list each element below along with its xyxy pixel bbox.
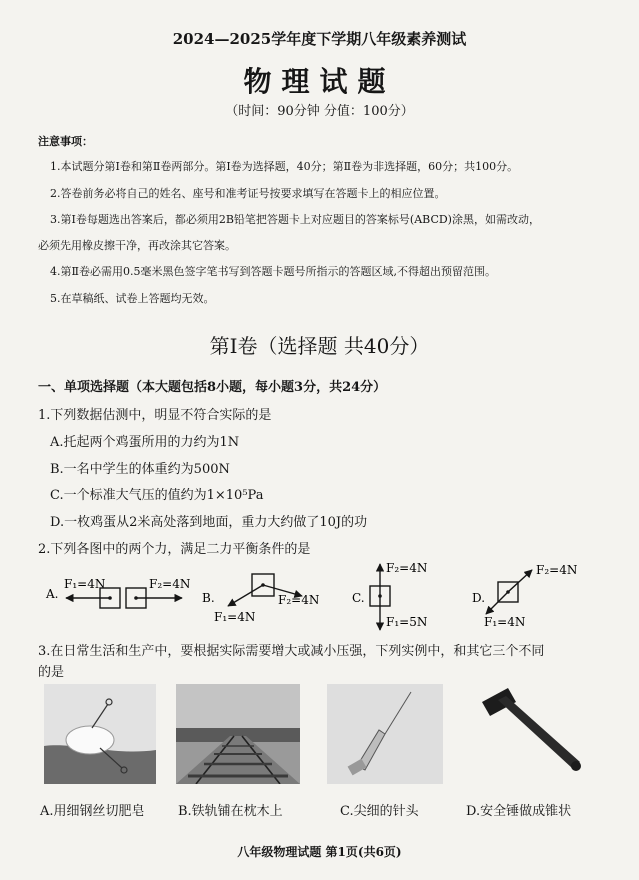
option-label: A. [46, 587, 59, 601]
note-item: 3.第Ⅰ卷每题选出答案后，都必须用2B铅笔把答题卡上对应题目的答案标号(ABCD)涂黑，如需改动， [50, 213, 540, 226]
force-arrow-f1 [486, 592, 508, 614]
page-footer: 八年级物理试题 第1页(共6页) [237, 845, 402, 859]
question-3-stem: 3.在日常生活和生产中，要根据实际需要增大或减小压强，下列实例中，和其它三个不同 [38, 644, 545, 659]
part-title: 一、单项选择题（本大题包括8小题，每小题3分，共24分） [38, 380, 387, 395]
note-item: 2.答卷前务必将自己的姓名、座号和准考证号按要求填写在答题卡上的相应位置。 [50, 187, 446, 200]
note-item: 1.本试题分第Ⅰ卷和第Ⅱ卷两部分。第Ⅰ卷为选择题，40分；第Ⅱ卷为非选择题，60分；共100分。 [50, 160, 519, 173]
force-diagram-c [350, 558, 450, 634]
force-label-f2: F₂=4N [386, 561, 428, 575]
caption-b: B.铁轨铺在枕木上 [178, 804, 283, 819]
note-item: 5.在草稿纸、试卷上答题均无效。 [50, 292, 215, 305]
force-label-f2: F₂=4N [149, 577, 191, 591]
question-3-stem-line2: 的是 [38, 665, 65, 680]
force-label-f1: F₁=5N [386, 615, 428, 629]
section-title: 第Ⅰ卷（选择题 共40分） [209, 334, 430, 358]
force-label-f2: F₂=4N [278, 593, 320, 607]
option-label: C. [352, 591, 365, 605]
force-label-f1: F₁=4N [484, 615, 526, 629]
caption-c: C.尖细的针头 [340, 804, 419, 819]
force-label-f1: F₁=4N [214, 610, 256, 624]
question-1-stem: 1.下列数据估测中，明显不符合实际的是 [38, 408, 272, 423]
question-1-option-a: A.托起两个鸡蛋所用的力约为1N [50, 435, 240, 450]
question-1-option-d: D.一枚鸡蛋从2米高处落到地面，重力大约做了10J的功 [50, 515, 368, 530]
caption-d: D.安全锤做成锥状 [466, 804, 572, 819]
question-1-option-c: C.一个标准大气压的值约为1×10⁵Pa [50, 488, 264, 503]
force-diagram-b [200, 566, 340, 626]
option-label: B. [202, 591, 215, 605]
question-2-stem: 2.下列各图中的两个力，满足二力平衡条件的是 [38, 542, 311, 557]
force-diagram-d [470, 560, 610, 630]
question-1-option-b: B.一名中学生的体重约为500N [50, 462, 230, 477]
force-arrow-f2 [508, 570, 532, 592]
photo-syringe-needle [327, 684, 443, 784]
photo-railway-sleepers [176, 684, 300, 784]
photo-safety-hammer [468, 680, 598, 780]
force-diagram-a [44, 568, 194, 618]
notes-title: 注意事项： [38, 135, 93, 148]
photo-soap-wire [44, 684, 156, 784]
subject-title: 物理试题 [243, 65, 396, 98]
force-label-f2: F₂=4N [536, 563, 578, 577]
time-score: （时间：90分钟 分值：100分） [225, 104, 414, 119]
force-label-f1: F₁=4N [64, 577, 106, 591]
note-item: 必须先用橡皮擦干净，再改涂其它答案。 [38, 239, 236, 252]
note-item: 4.第Ⅱ卷必需用0.5毫米黑色签字笔书写到答题卡题号所指示的答题区域,不得超出预留范围。 [50, 265, 496, 278]
option-label: D. [472, 591, 486, 605]
exam-header: 2024—2025学年度下学期八年级素养测试 [172, 30, 467, 48]
caption-a: A.用细钢丝切肥皂 [40, 804, 145, 819]
